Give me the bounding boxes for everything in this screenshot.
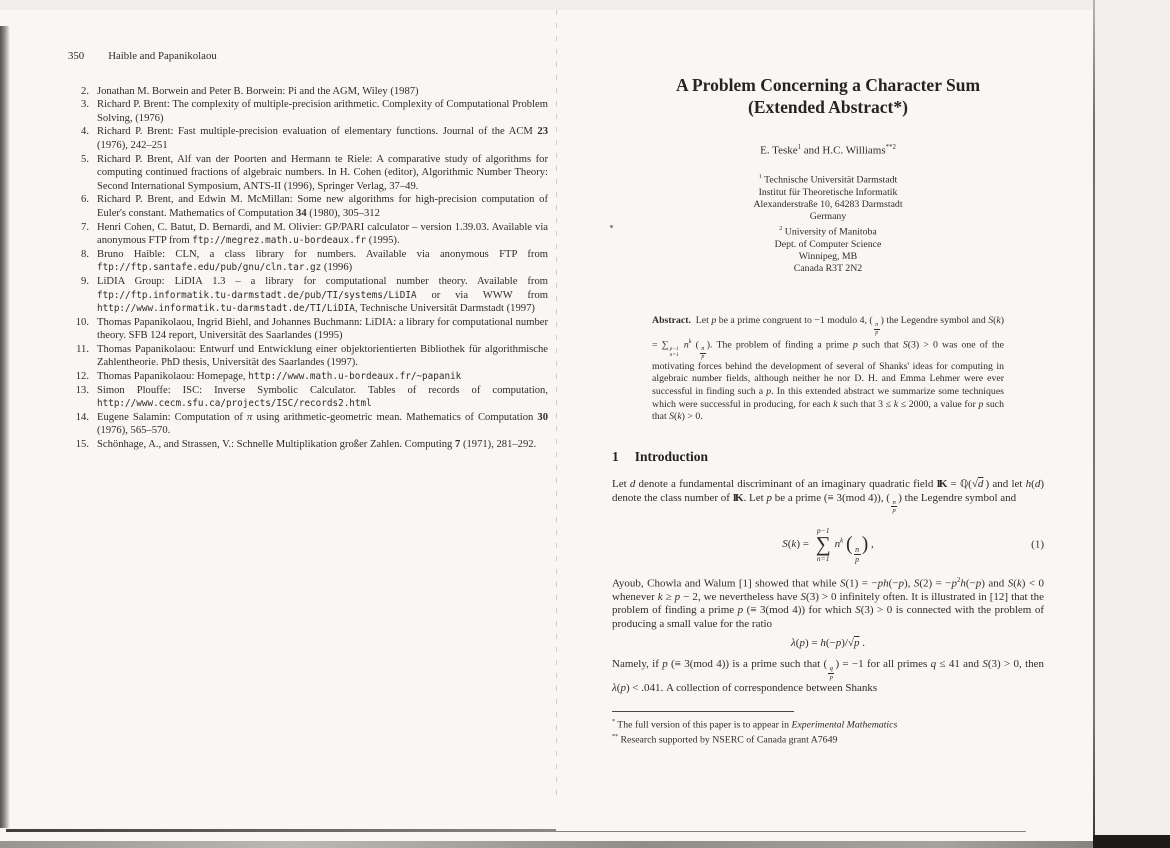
- paper-title: [612, 74, 1044, 118]
- reference-text: Richard P. Brent: Fast multiple-precision evaluation of elementary functions. Journal of the ACM 23 (1976), 242–251: [97, 126, 548, 151]
- scan-corner-black: [1093, 835, 1170, 848]
- reference-item: [68, 316, 548, 343]
- section-number: 1: [612, 448, 619, 464]
- scan-bottom-line-right: [556, 831, 1026, 832]
- affiliation-line: Dept. of Computer Science: [774, 238, 882, 250]
- reference-number: 7.: [81, 221, 89, 233]
- scan-left-edge-shadow: [0, 26, 10, 828]
- reference-item: [68, 438, 548, 452]
- reference-number: 10.: [75, 316, 89, 328]
- scan-bottom-line-left: [6, 829, 556, 832]
- footnotes-block: [612, 711, 1044, 747]
- equation-lambda: λ(p) = h(−p)/√p .: [791, 637, 865, 650]
- reference-text: Simon Plouffe: ISC: Inverse Symbolic Calculator. Tables of records of computation, http://www.cecm.sfu.ca/projects/ISC/records2.html: [97, 384, 548, 410]
- affiliation-line: Canada R3T 2N2: [793, 263, 863, 275]
- reference-text: Schönhage, A., and Strassen, V.: Schnelle Multiplikation großer Zahlen. Computing 7 (1971), 281–292.: [97, 439, 537, 451]
- reference-item: [68, 153, 548, 194]
- footnote-line: * The full version of this paper is to appear in Experimental Mathematics: [612, 718, 898, 731]
- reference-text: Bruno Haible: CLN, a class library for numbers. Available via anonymous FTP from ftp://ftp.santafe.edu/pub/gnu/cln.tar.gz (1996): [97, 248, 548, 274]
- affiliation-line: $^2$ University of Manitoba: [779, 226, 877, 238]
- equation-1-body: S(k) = p−1 ∑ n=1 $n^k$ ( $\frac{n}{p}$ ) ,: [782, 525, 874, 564]
- scan-bottom-band: [0, 841, 1170, 848]
- reference-number: 3.: [81, 99, 89, 111]
- authors-line: E. Teske$^1$ and H.C. Williams$^{**2}$: [760, 144, 896, 157]
- intro-paragraph-3: Namely, if p (≡ 3(mod 4)) is a prime such that ( $\frac{q}{p}$ ) = −1 for all primes q ≤ 41 and S(3) > 0, then λ(p) < .041. A collection of correspondence between Shanks: [612, 658, 1045, 694]
- reference-number: 13.: [75, 384, 89, 396]
- running-header: [68, 50, 548, 64]
- affiliation-line: Winnipeg, MB: [798, 250, 858, 262]
- reference-list: [68, 85, 548, 452]
- equation-1-number: (1): [1031, 538, 1044, 551]
- reference-item: [68, 275, 548, 316]
- section-title: Introduction: [634, 448, 709, 464]
- page-gutter-line: [556, 10, 557, 800]
- footnote-rule: [612, 711, 794, 712]
- reference-text: Thomas Papanikolaou: Homepage, http://www.math.u-bordeaux.fr/~papanik: [97, 371, 462, 383]
- reference-text: Eugene Salamin: Computation of π using arithmetic-geometric mean. Mathematics of Computation 30 (1976), 565–570.: [97, 411, 548, 437]
- equation-1: [612, 527, 1044, 564]
- reference-number: 5.: [81, 153, 89, 165]
- reference-item: [68, 125, 548, 152]
- reference-item: [68, 370, 548, 384]
- reference-text: Richard P. Brent: The complexity of multiple-precision arithmetic. Complexity of Computational Problem Solving, (1976): [97, 99, 548, 124]
- reference-item: [68, 193, 548, 220]
- abstract-block: Abstract. Let p be a prime congruent to −1 modulo 4, ( $\frac{n}{p}$ ) the Legendre symbol and S(k) = ∑ p−1 n=1 $n^k$ ( $\frac{n}{p}$ ). The problem of finding a prime p such that S(3) > 0 was one of the motivating forces behind the development of several of Shanks' ideas for computing in algebraic number fields, although neither he nor D. H. and Emma Lehmer were ever successful in finding such a p. In this extended abstract we summarize some techniques which were successful in producing, for each k such that 3 ≤ k ≤ 2000, a value for p such that S(k) > 0.: [652, 315, 1005, 423]
- intro-paragraph-2: Ayoub, Chowla and Walum [1] showed that while S(1) = −ph(−p), $S(2) = -p^2h(-p)$ and S(k) < 0 whenever k ≥ p − 2, we nevertheless have S(3) > 0 infinitely often. It is illustrated in [12] that the problem of finding a prime p (≡ 3(mod 4)) for which S(3) > 0 is connected with the problem of producing a small value for the ratio: [612, 576, 1045, 630]
- paper-title-line2: (Extended Abstract*): [748, 97, 908, 117]
- scan-right-margin: [1095, 0, 1170, 848]
- reference-text: Richard P. Brent, and Edwin M. McMillan: Some new algorithms for high-precision computation of Euler's constant. Mathematics of Computation 34 (1980), 305–312: [97, 194, 548, 219]
- reference-number: 15.: [75, 439, 89, 451]
- paper-title-line1: A Problem Concerning a Character Sum: [675, 75, 981, 95]
- reference-number: 8.: [81, 248, 89, 260]
- running-head-title: Haible and Papanikolaou: [108, 50, 217, 62]
- reference-item: [68, 98, 548, 125]
- reference-item: [68, 411, 548, 438]
- reference-number: 6.: [81, 194, 89, 206]
- reference-item: [68, 343, 548, 370]
- reference-text: Jonathan M. Borwein and Peter B. Borwein: Pi and the AGM, Wiley (1987): [97, 85, 419, 97]
- page-right-edge-line: [1093, 0, 1095, 838]
- affiliation-line: Germany: [809, 210, 847, 222]
- reference-item: [68, 221, 548, 248]
- footnote-line: ** Research supported by NSERC of Canada grant A7649: [612, 734, 838, 746]
- intro-paragraph-1: Let d denote a fundamental discriminant of an imaginary quadratic field IK = ℚ(√d ) and let h(d) denote the class number of IK . Let p be a prime (≡ 3(mod 4)), ( $\frac{n}{p}$ ) the Legendre symbol and: [612, 478, 1044, 515]
- reference-text: Henri Cohen, C. Batut, D. Bernardi, and M. Olivier: GP/PARI calculator – version 1.39.03. Available via anonymous FTP from ftp://megrez.math.u-bordeaux.fr (1995).: [97, 221, 548, 247]
- reference-text: Richard P. Brent, Alf van der Poorten and Hermann te Riele: A comparative study of algorithms for computing continued fractions of algebraic numbers. In H. Cohen (editor), Algorithmic Number Theory: Second International Symposium, ANTS-II (1996), Springer Verlag, 37–49.: [97, 153, 548, 192]
- reference-item: [68, 85, 548, 99]
- reference-item: [68, 248, 548, 275]
- scan-top-band: [0, 0, 1170, 10]
- affiliation-line: Institut für Theoretische Informatik: [758, 186, 898, 198]
- reference-number: 9.: [81, 275, 89, 287]
- page-number: 350: [68, 50, 85, 62]
- reference-number: 11.: [76, 343, 89, 355]
- reference-number: 12.: [75, 371, 89, 383]
- footnote-lines: [612, 716, 1044, 747]
- reference-item: [68, 384, 548, 411]
- right-page: [612, 74, 1044, 747]
- reference-number: 14.: [75, 411, 89, 423]
- affiliation-line: $^1$ Technische Universität Darmstadt: [758, 174, 898, 186]
- affiliations-block: [612, 171, 1044, 275]
- section-heading: [612, 450, 1044, 463]
- reference-number: 4.: [81, 126, 89, 138]
- reference-text: Thomas Papanikolaou: Entwurf und Entwicklung einer objektorientierten Bibliothek für algorithmische Zahlentheorie. PhD thesis, Universität des Saarlandes (1997).: [97, 343, 548, 369]
- reference-text: LiDIA Group: LiDIA 1.3 – a library for computational number theory. Available from ftp://ftp.informatik.tu-darmstadt.de/pub/TI/systems/LiDIA or via WWW from http://www.informatik.tu-darmstadt.de/TI/LiDIA, Technische Universität Darmstadt (1997): [97, 275, 548, 315]
- affiliation-line: Alexanderstraße 10, 64283 Darmstadt: [753, 198, 903, 210]
- reference-text: Thomas Papanikolaou, Ingrid Biehl, and Johannes Buchmann: LiDIA: a library for computational number theory. SFB 124 report, Universität des Saarlandes (1995): [97, 316, 548, 342]
- left-page: [68, 50, 548, 452]
- reference-number: 2.: [81, 85, 89, 97]
